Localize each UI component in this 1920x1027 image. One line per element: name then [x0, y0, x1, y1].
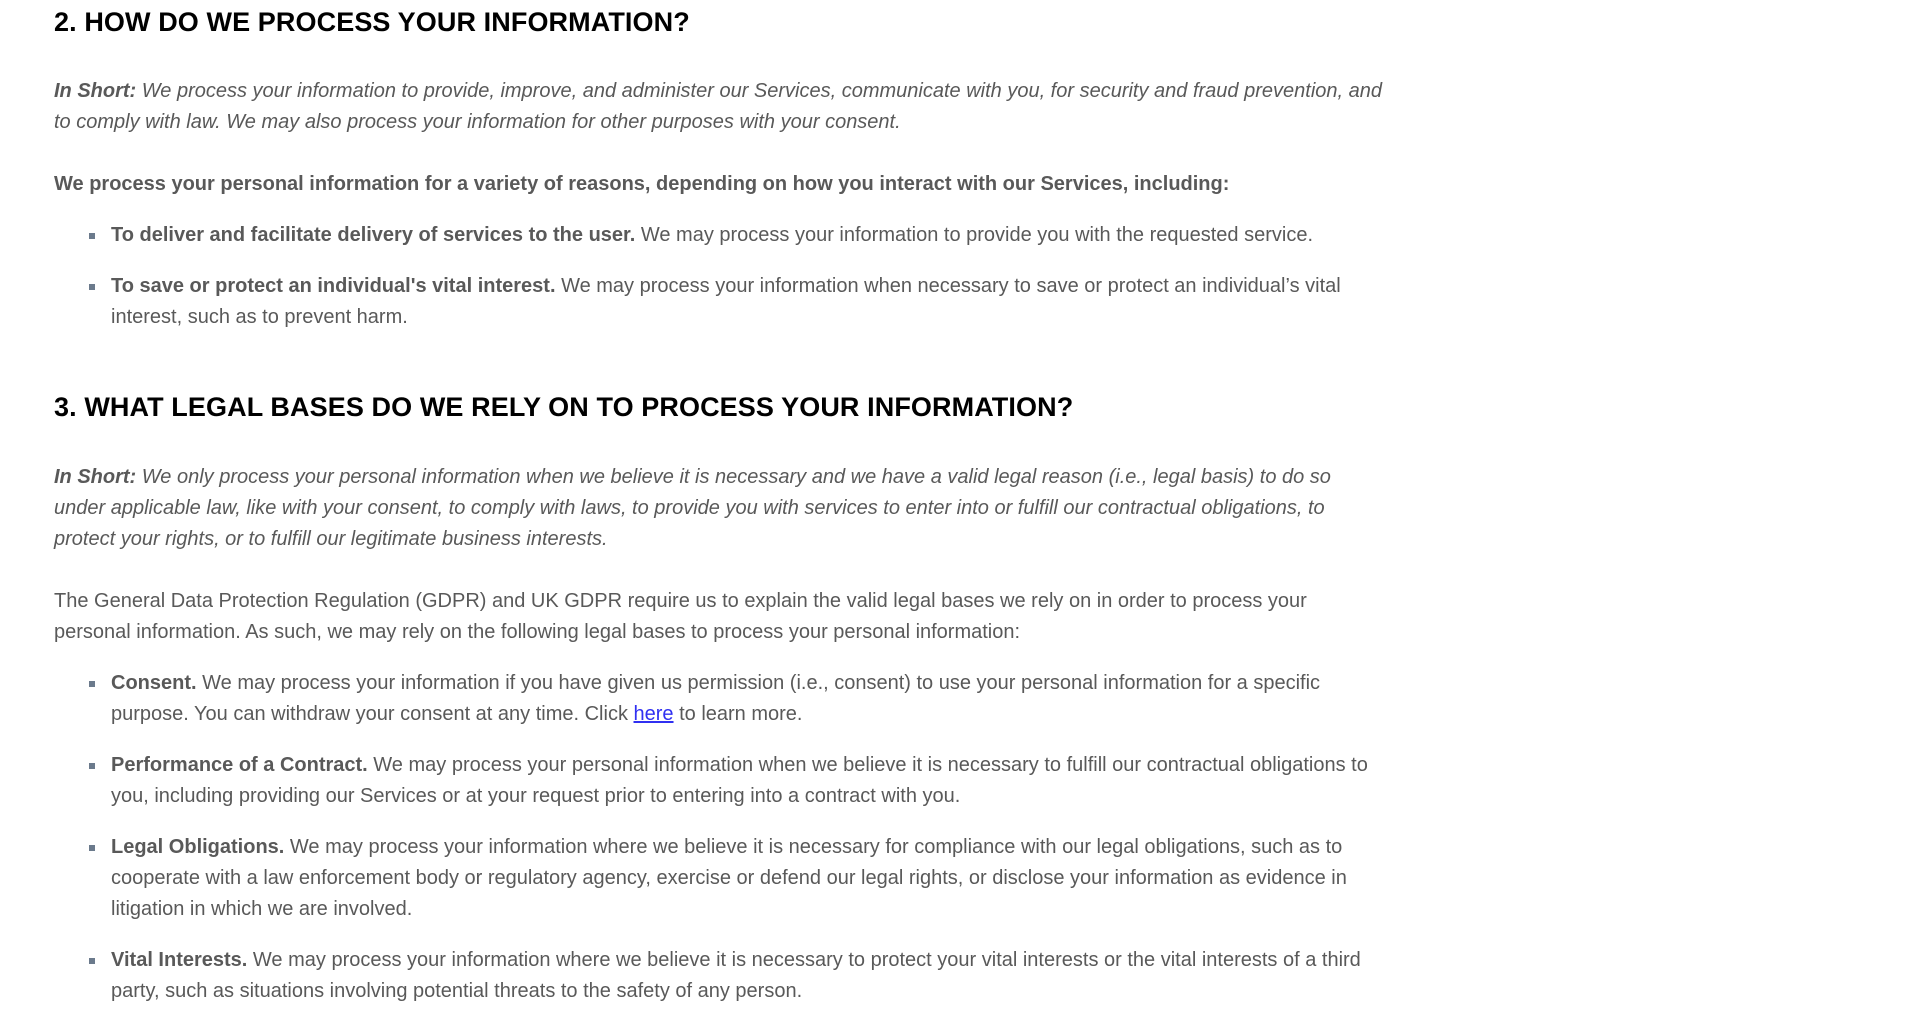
list-item-text: We may process your personal information when we believe it is necessary to fulfill our contractual obligations to you, including providing our Services or at your request prior to entering into a contract with you. — [111, 753, 1368, 807]
list-item-text-after-link: to learn more. — [673, 702, 803, 725]
list-item-title: Consent. — [111, 671, 197, 694]
in-short-text: We process your information to provide, improve, and administer our Services, communicate with you, for security and fraud prevention, and to comply with law. We may also process your information for other purposes with your consent. — [54, 80, 1382, 134]
section-3-heading: 3. WHAT LEGAL BASES DO WE RELY ON TO PROCESS YOUR INFORMATION? — [54, 392, 1074, 423]
square-bullet-icon — [89, 284, 95, 290]
list-item-title: Performance of a Contract. — [111, 753, 368, 776]
square-bullet-icon — [89, 845, 95, 851]
in-short-text: We only process your personal information when we believe it is necessary and we have a valid legal reason (i.e., legal basis) to do so under applicable law, like with your consent, to comply with laws, to provide you with services to enter into or fulfill our contractual obligations, to protect your rights, or to fulfill our legitimate business interests. — [54, 465, 1331, 550]
list-item — [111, 945, 1384, 1007]
in-short-label: In Short: — [54, 465, 137, 488]
list-item-title: Legal Obligations. — [111, 835, 285, 858]
square-bullet-icon — [89, 958, 95, 964]
list-item — [111, 271, 1384, 333]
in-short-label: In Short: — [54, 80, 137, 103]
list-item-text: We may process your information where we believe it is necessary to protect your vital interests or the vital interests of a third party, such as situations involving potential threats to the safety of any person. — [111, 948, 1361, 1002]
learn-more-link[interactable]: here — [633, 702, 674, 725]
square-bullet-icon — [89, 681, 95, 687]
section-2-heading: 2. HOW DO WE PROCESS YOUR INFORMATION? — [54, 7, 690, 37]
policy-content — [54, 0, 1384, 1027]
section-2-intro: We process your personal information for a variety of reasons, depending on how you interact with our Services, including: — [54, 173, 1230, 196]
section-2-list — [54, 220, 1384, 333]
list-item-title: Vital Interests. — [111, 948, 248, 971]
section-3-list — [54, 668, 1384, 1007]
section-3-in-short — [54, 462, 1384, 555]
section-3-intro: The General Data Protection Regulation (GDPR) and UK GDPR require us to explain the valid legal bases we rely on in order to process your personal information. As such, we may rely on the following legal bases to process your personal information: — [54, 589, 1307, 643]
list-item-consent — [111, 668, 1384, 730]
square-bullet-icon — [89, 233, 95, 239]
list-item-text: We may process your information when necessary to save or protect an individual’s vital interest, such as to prevent harm. — [111, 275, 1341, 329]
list-item-title: To save or protect an individual's vital interest. — [111, 275, 556, 298]
list-item — [111, 832, 1384, 925]
list-item-text: We may process your information if you have given us permission (i.e., consent) to use your personal information for a specific purpose. You can withdraw your consent at any time. Click — [111, 671, 1321, 725]
list-item — [111, 220, 1384, 251]
square-bullet-icon — [89, 763, 95, 769]
list-item-text: We may process your information to provide you with the requested service. — [635, 224, 1314, 247]
list-item — [111, 750, 1384, 812]
list-item-title: To deliver and facilitate delivery of services to the user. — [111, 224, 636, 247]
section-2-in-short — [54, 76, 1384, 138]
list-item-text: We may process your information where we believe it is necessary for compliance with our legal obligations, such as to cooperate with a law enforcement body or regulatory agency, exercise or defend our legal rights, or disclose your information as evidence in litigation in which we are involved. — [111, 835, 1347, 920]
